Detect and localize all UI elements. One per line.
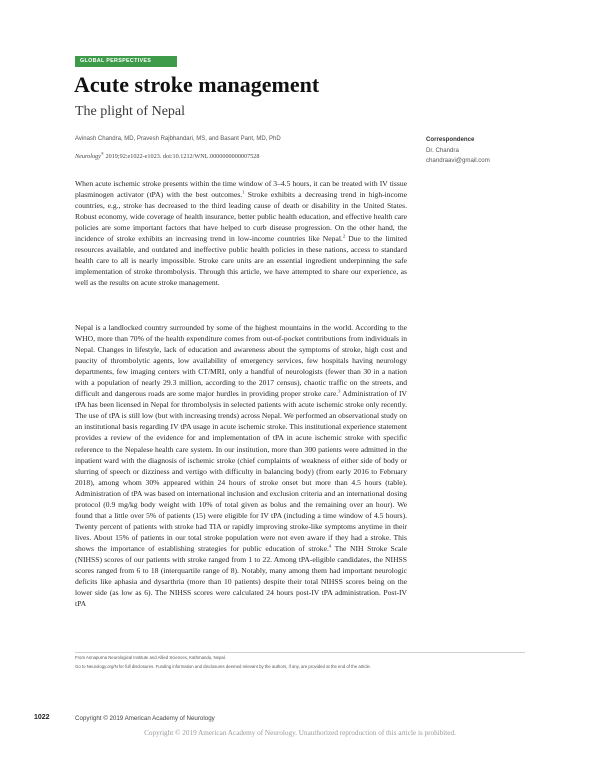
copyright-notice: Copyright © 2019 American Academy of Neurology. Unauthorized reproduction of this article is prohibited. xyxy=(144,729,456,737)
article-subtitle: The plight of Nepal xyxy=(75,104,186,119)
correspondence-block xyxy=(426,135,490,167)
reference-link[interactable]: 3 xyxy=(338,388,341,394)
citation-details[interactable]: 2019;92:e1022-e1023. doi:10.1212/WNL.0000000000007528 xyxy=(103,153,260,161)
paragraph-text: Stroke exhibits a decreasing trend in high-income countries, e.g., stroke has decreased to the third leading cause of death or disability in the United States. Robust economy, wide coverage of health insurance, better public health education, and effective health care policies are some important factors that have helped to curb disease progression. On the other hand, the incidence of stroke exhibits an increasing trend in low-income countries like Nepal. xyxy=(75,190,408,244)
paragraph-text: Due to the limited resources available, and outdated and ineffective public health policies in these nations, access to standard health care to all is nearly impossible. Stroke care units are an essential ingredient underpinning the safe implementation of stroke thrombolysis. Through this article, we have attempted to share our experience, as well as the results on acute stroke management. xyxy=(75,234,407,288)
reference-link[interactable]: 2 xyxy=(342,233,346,239)
journal-name: Neurology xyxy=(75,153,101,161)
registered-mark: ® xyxy=(100,151,104,156)
reference-link[interactable]: 1 xyxy=(242,189,245,195)
disclosure-note[interactable]: Go to Neurology.org/N for full disclosures. Funding information and disclosures deemed relevant by the authors, if any, are provided at the end of the article. xyxy=(75,664,372,669)
body-paragraph-2 xyxy=(75,322,407,609)
paragraph-text: When acute ischemic stroke presents within the time window of 3–4.5 hours, it can be treated with IV tissue plasminogen activator (tPA) with the best outcomes. xyxy=(75,179,407,200)
article-title: Acute stroke management xyxy=(74,72,320,97)
correspondence-heading: Correspondence xyxy=(426,136,475,143)
paragraph-text: Administration of IV tPA has been licensed in Nepal for thrombolysis in selected patients with acute ischemic stroke only recently. The use of tPA is still low (but with increasing trends) across Nepal. We performed an observational study on an institutional basis regarding IV tPA usage in acute ischemic stroke. This institutional experience statement provides a review of the evidence for and implementation of tPA in acute ischemic stroke with specific reference to the Nepalese health care system. In our institution, more than 300 patients were admitted in the inpatient ward with the diagnosis of ischemic stroke (chief complaints of weakness of either side of body or slurring of speech or dizziness and vertigo with difficulty in balancing body) (from early 2016 to February 2018), among whom 30% appeared within 24 hours of stroke onset but more than 4.5 hours (table). Administration of tPA was based on international inclusion and exclusion criteria and an international dosing protocol (0.9 mg/kg body weight with 10% of total given as bolus and the remaining over an hour). We found that a little over 5% of patients (15) were eligible for IV tPA (including a time window of 4.5 hours). Twenty percent of patients with stroke had TIA or rapidly improving stroke-like symptoms anytime in their lives. About 15% of patients in our total stroke population were not even aware if they had a stroke. This shows the importance of establishing strategies for public education of stroke. xyxy=(75,389,407,553)
affiliation-note: From Annapurna Neurological Institute and Allied Sciences, Kathmandu, Nepal. xyxy=(75,655,226,660)
footnotes xyxy=(75,653,371,671)
correspondence-name: Dr. Chandra xyxy=(426,146,459,154)
reference-link[interactable]: 4 xyxy=(328,543,332,549)
body-paragraph-1 xyxy=(75,178,407,288)
page-number: 1022 xyxy=(34,714,50,721)
paragraph-text: Nepal is a landlocked country surrounded by some of the highest mountains in the world. According to the WHO, more than 70% of the health expenditure comes from out-of-pocket contributions from individuals in Nepal. Changes in lifestyle, lack of education and awareness about the symptoms of stroke, high cost and paucity of thrombolytic agents, low availability of emergency services, few hospitals having neurology departments, few imaging centers with CT/MRI, only a handful of neurologists (fewer than 30 in a nation with a population of nearly 29.3 million, according to the 2017 census), chaotic traffic on the streets, and difficult and dangerous roads are some major hurdles in providing proper stroke care. xyxy=(75,323,407,399)
section-badge: GLOBAL PERSPECTIVES xyxy=(75,56,177,67)
correspondence-email[interactable]: chandraavi@gmail.com xyxy=(426,157,490,164)
copyright-line: Copyright © 2019 American Academy of Neurology xyxy=(75,715,215,722)
author-list[interactable]: Avinash Chandra, MD, Pravesh Rajbhandari, MS, and Basant Pant, MD, PhD xyxy=(75,136,281,142)
citation-line xyxy=(75,151,260,160)
paragraph-text: The NIH Stroke Scale (NIHSS) scores of our patients with stroke ranged from 1 to 22. Among tPA-eligible candidates, the NIHSS scores ranged from 6 to 18 (interquartile range of 8). Notably, many among them had important neurologic deficits like aphasia and dysarthria (more than 10 patients) despite their total NIHSS scores being on the lower side (as low as 6). The NIHSS scores were calculated 24 hours post-IV tPA administration. Post-IV tPA xyxy=(75,543,407,609)
